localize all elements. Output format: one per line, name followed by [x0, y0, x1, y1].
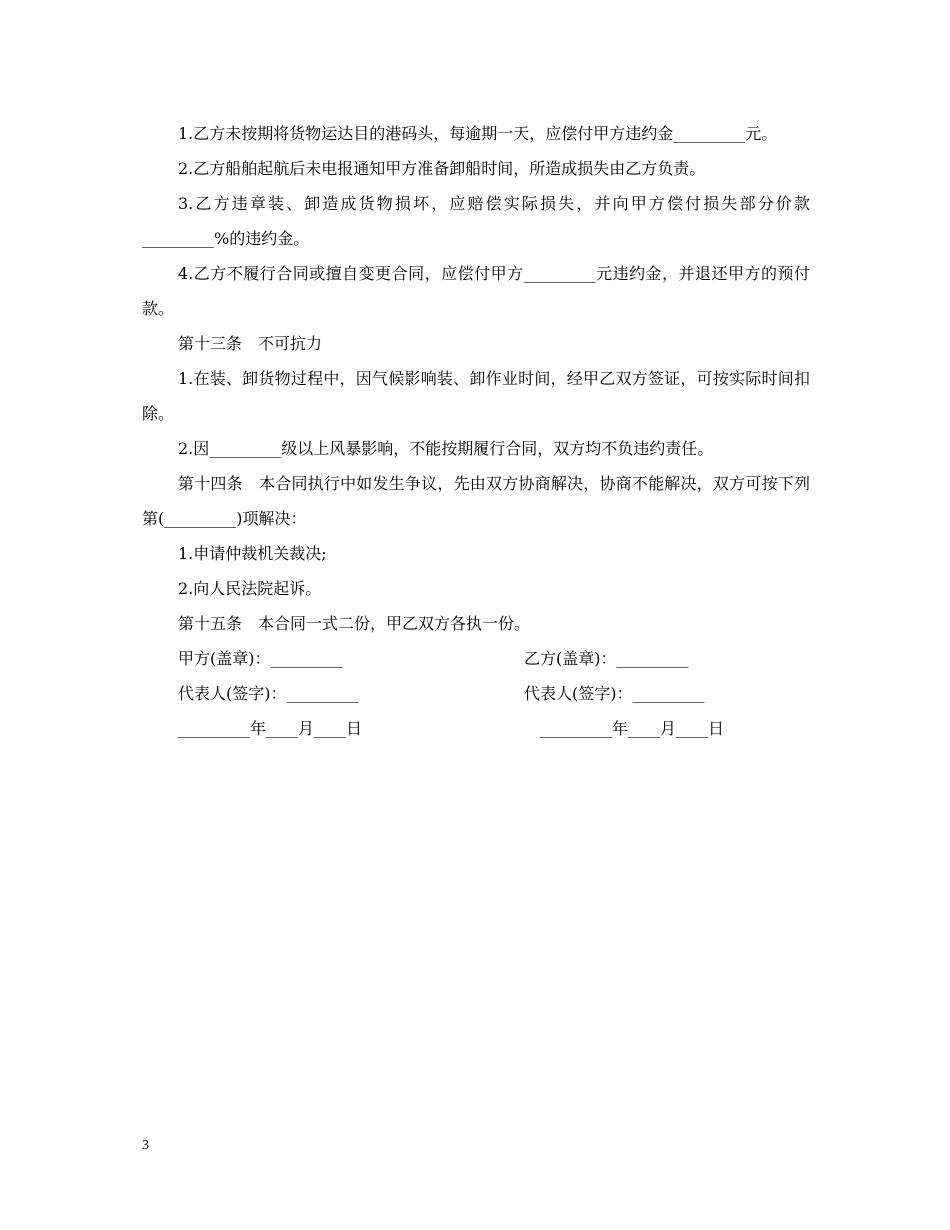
clause-cargo-damage: 3.乙方违章装、卸造成货物损坏，应赔偿实际损失，并向甲方偿付损失部分价款_________%的违约金。	[142, 194, 810, 248]
option-arbitration: 1.申请仲裁机关裁决;	[178, 544, 327, 563]
party-b-date-field: _________年____月____日	[540, 719, 725, 738]
signature-seal-row	[142, 641, 810, 676]
option-court: 2.向人民法院起诉。	[178, 579, 322, 598]
signature-representative-row	[142, 676, 810, 711]
clause-weather-delay: 1.在装、卸货物过程中，因气候影响装、卸作业时间，经甲乙双方签证，可按实际时间扣除。	[142, 369, 810, 423]
clause-penalty-late-delivery: 1.乙方未按期将货物运达目的港码头，每逾期一天，应偿付甲方违约金_________元。	[178, 124, 778, 143]
clause-telegram-notice: 2.乙方船舶起航后未电报通知甲方准备卸船时间，所造成损失由乙方负责。	[178, 159, 706, 178]
article-14-dispute: 第十四条 本合同执行中如发生争议，先由双方协商解决，协商不能解决，双方可按下列第(_________)项解决：	[142, 474, 810, 528]
signature-date-row	[142, 711, 810, 746]
party-a-date-field: _________年____月____日	[178, 719, 363, 738]
clause-breach-of-contract: 4.乙方不履行合同或擅自变更合同，应偿付甲方_________元违约金，并退还甲方的预付款。	[142, 264, 810, 318]
party-b-seal-field: 乙方(盖章)：_________	[524, 649, 689, 668]
party-a-seal-field: 甲方(盖章)：_________	[178, 649, 343, 668]
party-b-representative-field: 代表人(签字)：_________	[524, 684, 705, 703]
contract-body	[142, 116, 810, 746]
article-15-copies: 第十五条 本合同一式二份，甲乙双方各执一份。	[178, 614, 531, 633]
article-13-heading: 第十三条 不可抗力	[178, 334, 323, 353]
page-number: 3	[142, 1138, 149, 1153]
party-a-representative-field: 代表人(签字)：_________	[178, 684, 359, 703]
clause-storm-exemption: 2.因_________级以上风暴影响，不能按期履行合同，双方均不负违约责任。	[178, 439, 714, 458]
